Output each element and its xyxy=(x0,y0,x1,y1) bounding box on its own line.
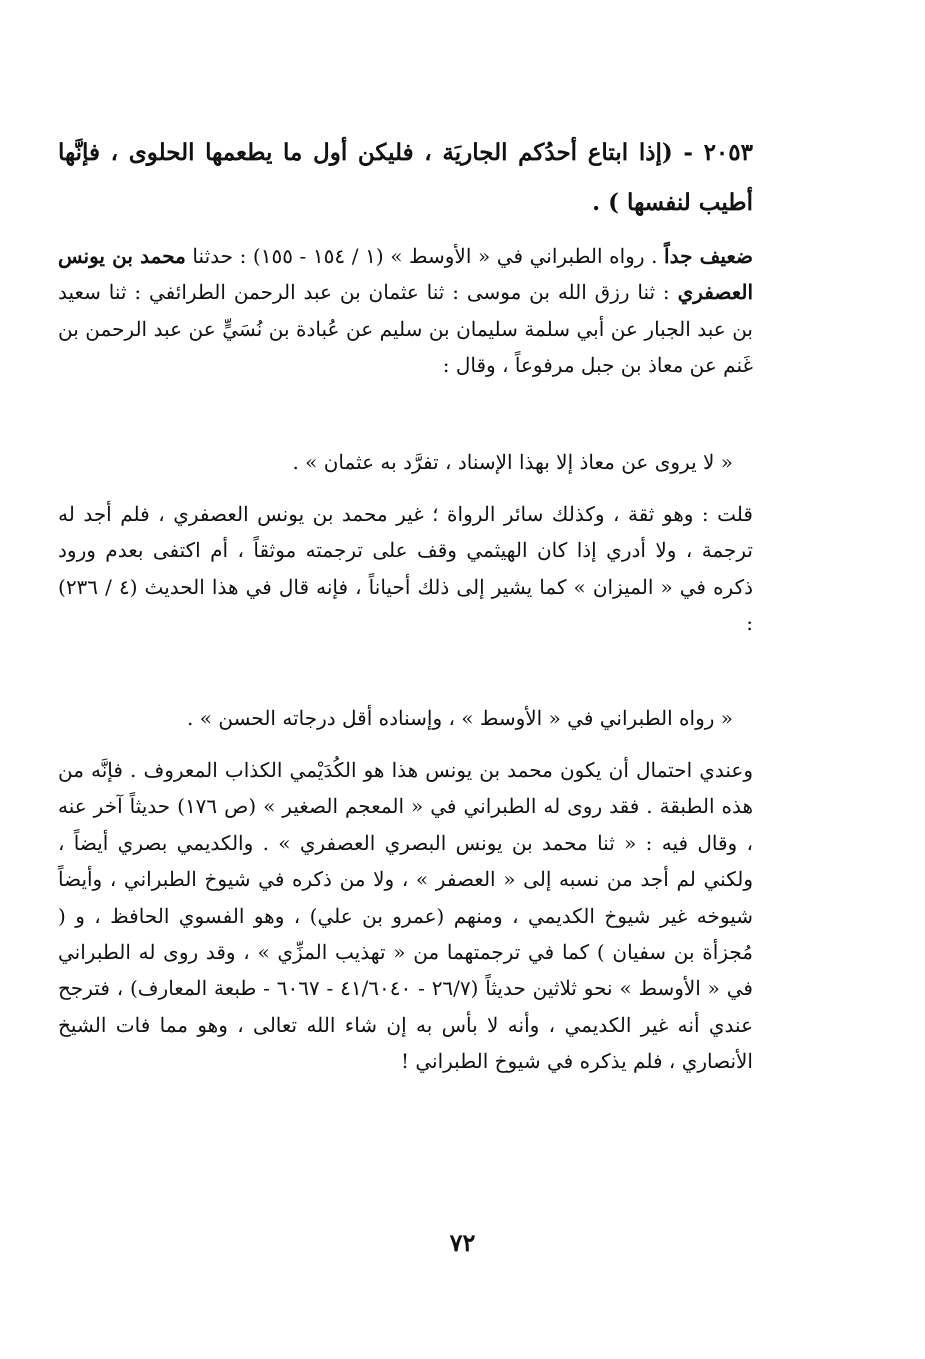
quote-haythami: « رواه الطبراني في « الأوسط » ، وإسناده أقل درجاته الحسن » . xyxy=(187,706,733,730)
paragraph-takhrij xyxy=(58,238,793,384)
hadith-text: - (إذا ابتاع أحدُكم الجاريَة ، فليكن أول ما يطعمها الحلوى ، فإنَّها أطيب لنفسها ) . xyxy=(58,139,753,216)
narrator-name: محمد بن يونس العصفري xyxy=(58,244,754,305)
grading-label: ضعيف جداً xyxy=(664,244,754,268)
hadith-number: ٢٠٥٣ xyxy=(703,139,753,166)
paragraph-text: : ثنا رزق الله بن موسى : ثنا عثمان بن عبد الرحمن الطرائفي : ثنا سعيد بن عبد الجبار عن أبي سلمة سليمان بن سليم عن عُبادة بن نُسَيٍّ عن عبد الرحمن بن غَنم عن معاذ بن جبل مرفوعاً ، وقال : xyxy=(58,280,753,378)
page-number: ٧٢ xyxy=(449,1228,476,1257)
paragraph-text: . رواه الطبراني في « الأوسط » (١ / ١٥٤ - ١٥٥) : حدثنا xyxy=(185,244,658,268)
quote-tabarani: « لا يروى عن معاذ إلا بهذا الإسناد ، تفرَّد به عثمان » . xyxy=(292,450,733,474)
paragraph-comment: قلت : وهو ثقة ، وكذلك سائر الرواة ؛ غير محمد بن يونس العصفري ، فلم أجد له ترجمة ، ولا أدري إذا كان الهيثمي وقف على ترجمته موثقاً ، أم اكتفى بعدم ورود ذكره في « الميزان » كما يشير إلى ذلك أحياناً ، فإنه قال في هذا الحديث (٤ / ٢٣٦) : xyxy=(58,502,754,636)
hadith-heading xyxy=(58,128,793,228)
paragraph-analysis: وعندي احتمال أن يكون محمد بن يونس هذا هو الكُدَيْمي الكذاب المعروف . فإنَّه من هذه الطبقة . فقد روى له الطبراني في « المعجم الصغير » (ص ١٧٦) حديثاً آخر عنه ، وقال فيه : « ثنا محمد بن يونس البصري العصفري » . والكديمي بصري أيضاً ، ولكني لم أجد من نسبه إلى « العصفر » ، ولا من ذكره في شيوخ الطبراني ، وأيضاً شيوخه غير شيوخ الكديمي ، ومنهم (عمرو بن علي) ، وهو الفسوي الحافظ ، و ( مُجزأة بن سفيان ) كما في ترجمتهما من « تهذيب المزِّي » ، وقد روى له الطبراني في « الأوسط » نحو ثلاثين حديثاً (٢٦/٧ - ٤١/٦٠٤٠ - ٦٠٦٧ - طبعة المعارف) ، فترجح عندي أنه غير الكديمي ، وأنه لا بأس به إن شاء الله تعالى ، وهو مما فات الشيخ الأنصاري ، فلم يذكره في شيوخ الطبراني ! xyxy=(58,758,754,1074)
